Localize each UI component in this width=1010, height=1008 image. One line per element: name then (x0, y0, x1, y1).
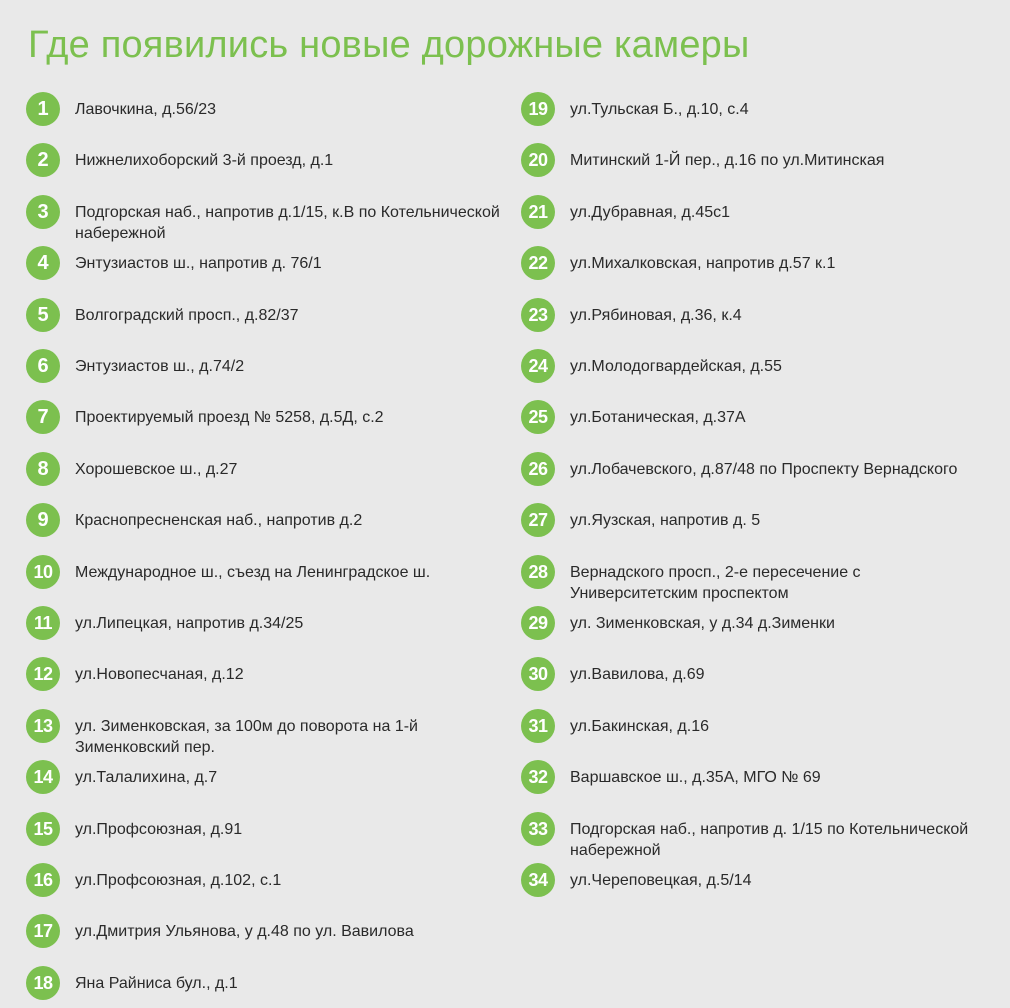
item-address: ул.Тульская Б., д.10, с.4 (570, 101, 749, 118)
item-address: Нижнелихоборский 3-й проезд, д.1 (75, 152, 334, 169)
list-item (521, 760, 975, 794)
list-item (26, 812, 505, 846)
list-item (521, 606, 975, 640)
item-number-badge: 14 (26, 760, 60, 794)
item-number-badge: 3 (26, 195, 60, 229)
item-number-badge: 34 (521, 863, 555, 897)
list-item (521, 555, 975, 604)
item-address: ул.Вавилова, д.69 (570, 666, 705, 683)
list-item (26, 606, 505, 640)
item-number-badge: 22 (521, 246, 555, 280)
item-address: ул.Рябиновая, д.36, к.4 (570, 307, 742, 324)
list-item (521, 863, 975, 897)
list-item (521, 812, 975, 861)
list-item (26, 349, 505, 383)
item-address: Подгорская наб., напротив д. 1/15 по Котельнической набережной (570, 821, 969, 859)
list-item (521, 143, 975, 177)
item-number-badge: 18 (26, 966, 60, 1000)
item-address: ул.Яузская, напротив д. 5 (570, 512, 761, 529)
list-item (26, 555, 505, 589)
list-item (521, 709, 975, 743)
item-address: Краснопресненская наб., напротив д.2 (75, 512, 363, 529)
item-address: Варшавское ш., д.35А, МГО № 69 (570, 769, 821, 786)
item-number-badge: 5 (26, 298, 60, 332)
list-item (521, 92, 975, 126)
item-number-badge: 19 (521, 92, 555, 126)
item-address: ул.Череповецкая, д.5/14 (570, 872, 752, 889)
item-address: ул.Молодогвардейская, д.55 (570, 358, 782, 375)
item-address: ул.Дмитрия Ульянова, у д.48 по ул. Вавилова (75, 923, 414, 940)
item-address: ул. Зименковская, у д.34 д.Зименки (570, 615, 835, 632)
list-item (26, 452, 505, 486)
item-number-badge: 21 (521, 195, 555, 229)
item-number-badge: 32 (521, 760, 555, 794)
item-number-badge: 7 (26, 400, 60, 434)
list-item (26, 966, 505, 1000)
item-number-badge: 6 (26, 349, 60, 383)
item-number-badge: 23 (521, 298, 555, 332)
list-item (521, 657, 975, 691)
list-item (521, 349, 975, 383)
item-number-badge: 10 (26, 555, 60, 589)
item-address: Яна Райниса бул., д.1 (75, 975, 238, 992)
item-address: Энтузиастов ш., напротив д. 76/1 (75, 255, 322, 272)
item-number-badge: 26 (521, 452, 555, 486)
item-number-badge: 11 (26, 606, 60, 640)
list-item (26, 760, 505, 794)
item-address: Митинский 1-Й пер., д.16 по ул.Митинская (570, 152, 885, 169)
item-number-badge: 12 (26, 657, 60, 691)
item-address: ул.Михалковская, напротив д.57 к.1 (570, 255, 836, 272)
list-item (521, 246, 975, 280)
list-item (26, 914, 505, 948)
item-address: ул.Лобачевского, д.87/48 по Проспекту Вернадского (570, 461, 958, 478)
item-address: Вернадского просп., 2-е пересечение с Университетским проспектом (570, 564, 861, 602)
list-item (26, 709, 505, 758)
item-number-badge: 29 (521, 606, 555, 640)
item-address: ул.Дубравная, д.45с1 (570, 204, 731, 221)
list-item (26, 195, 505, 244)
item-address: ул.Ботаническая, д.37А (570, 409, 746, 426)
list-item (26, 657, 505, 691)
item-number-badge: 28 (521, 555, 555, 589)
item-address: Волгоградский просп., д.82/37 (75, 307, 299, 324)
item-number-badge: 31 (521, 709, 555, 743)
list-item (26, 92, 505, 126)
page-title: Где появились новые дорожные камеры (28, 24, 750, 66)
item-number-badge: 20 (521, 143, 555, 177)
item-address: Хорошевское ш., д.27 (75, 461, 238, 478)
list-item (26, 400, 505, 434)
item-address: Проектируемый проезд № 5258, д.5Д, с.2 (75, 409, 384, 426)
item-address: ул.Липецкая, напротив д.34/25 (75, 615, 304, 632)
list-item (26, 298, 505, 332)
list-item (521, 298, 975, 332)
item-address: ул. Зименковская, за 100м до поворота на 1-й Зименковский пер. (75, 718, 418, 756)
item-address: ул.Новопесчаная, д.12 (75, 666, 244, 683)
item-address: ул.Профсоюзная, д.91 (75, 821, 243, 838)
item-number-badge: 1 (26, 92, 60, 126)
item-number-badge: 9 (26, 503, 60, 537)
item-number-badge: 27 (521, 503, 555, 537)
item-number-badge: 15 (26, 812, 60, 846)
item-number-badge: 2 (26, 143, 60, 177)
item-address: Энтузиастов ш., д.74/2 (75, 358, 245, 375)
item-number-badge: 24 (521, 349, 555, 383)
list-item (26, 143, 505, 177)
item-address: Подгорская наб., напротив д.1/15, к.В по Котельнической набережной (75, 204, 500, 242)
item-number-badge: 17 (26, 914, 60, 948)
item-number-badge: 25 (521, 400, 555, 434)
item-number-badge: 16 (26, 863, 60, 897)
item-number-badge: 8 (26, 452, 60, 486)
item-address: Международное ш., съезд на Ленинградское ш. (75, 564, 431, 581)
item-address: ул.Профсоюзная, д.102, с.1 (75, 872, 282, 889)
list-item (521, 195, 975, 229)
item-number-badge: 4 (26, 246, 60, 280)
item-address: ул.Талалихина, д.7 (75, 769, 218, 786)
item-address: Лавочкина, д.56/23 (75, 101, 216, 118)
item-number-badge: 30 (521, 657, 555, 691)
list-item (521, 452, 975, 486)
item-number-badge: 33 (521, 812, 555, 846)
list-item (521, 503, 975, 537)
list-item (521, 400, 975, 434)
list-item (26, 863, 505, 897)
item-address: ул.Бакинская, д.16 (570, 718, 709, 735)
item-number-badge: 13 (26, 709, 60, 743)
list-item (26, 503, 505, 537)
list-item (26, 246, 505, 280)
